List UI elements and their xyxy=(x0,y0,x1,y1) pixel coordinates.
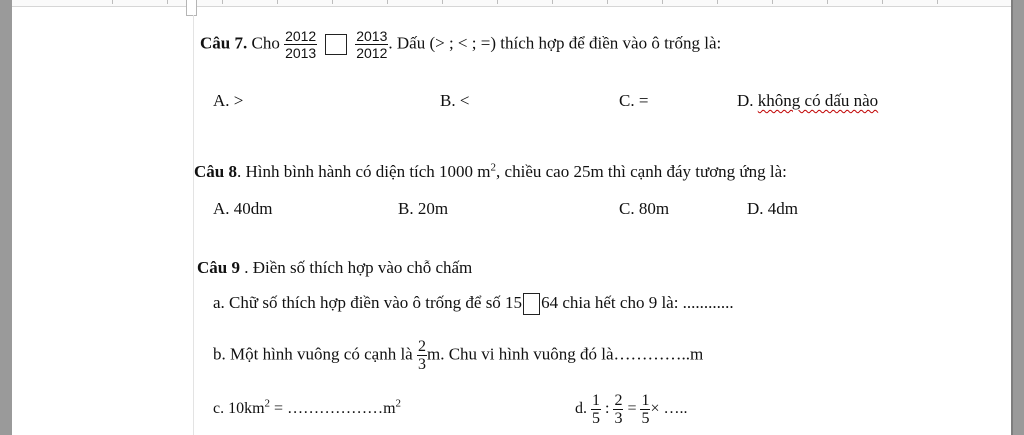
q9d-tail: × ….. xyxy=(650,400,688,418)
q9-title: . Điền số thích hợp vào chỗ chấm xyxy=(239,258,473,277)
q7-option-d xyxy=(737,91,878,111)
q9c-exp-2: 2 xyxy=(395,397,402,410)
q8-option-a: A. 40dm xyxy=(213,199,273,218)
q7-answer-box xyxy=(325,34,347,55)
q7-fraction-2 xyxy=(355,28,388,61)
q9d-f1-num: 1 xyxy=(592,392,600,409)
q9b-frac-num: 2 xyxy=(417,338,426,355)
q9-part-c xyxy=(213,399,401,419)
q7-fraction-1 xyxy=(284,28,317,61)
q9d-op-1: : xyxy=(601,400,614,418)
q9b-fraction xyxy=(417,338,427,373)
q8-option-d: D. 4dm xyxy=(747,199,798,218)
q9d-fraction-2 xyxy=(613,392,623,427)
right-scrollbar[interactable] xyxy=(1011,0,1024,435)
q8-text-before: . Hình bình hành có diện tích 1000 m xyxy=(236,162,491,181)
indent-marker-icon[interactable] xyxy=(186,0,197,16)
q9d-op-2: = xyxy=(623,400,641,418)
q9d-f3-den: 5 xyxy=(641,410,650,427)
q8-option-c: C. 80m xyxy=(619,199,670,218)
q9c-mid: = ………………m xyxy=(270,400,396,417)
q8-option-b: B. 20m xyxy=(398,199,449,218)
q7-frac2-den: 2012 xyxy=(356,45,388,61)
q9a-text-after: 64 chia hết cho 9 là: ............ xyxy=(541,293,734,312)
margin-guide xyxy=(193,15,194,435)
q9-part-d xyxy=(575,392,688,427)
q9d-prefix: d. xyxy=(575,400,591,418)
q7-option-b: B. < xyxy=(440,91,470,110)
q8-text-after: , chiều cao 25m thì cạnh đáy tương ứng là: xyxy=(496,162,787,181)
q7-frac2-num: 2013 xyxy=(356,28,388,44)
q9-label: Câu 9 xyxy=(197,258,240,277)
q9d-f3-num: 1 xyxy=(641,392,650,409)
q7-frac1-den: 2013 xyxy=(285,45,317,61)
q9b-frac-den: 3 xyxy=(417,356,426,373)
q9a-text-before: a. Chữ số thích hợp điền vào ô trống để số 15 xyxy=(213,293,523,312)
q7-option-a: A. > xyxy=(213,91,244,110)
left-sidebar xyxy=(0,0,12,435)
question-8 xyxy=(194,162,787,182)
q9d-f1-den: 5 xyxy=(592,410,600,427)
q7-label: Câu 7. xyxy=(200,33,248,53)
q7-option-d-prefix: D. xyxy=(737,91,758,110)
q9b-text-after: m. Chu vi hình vuông đó là…………..m xyxy=(426,344,704,364)
q7-option-d-text: không có dấu nào xyxy=(757,91,879,110)
q9d-f2-den: 3 xyxy=(614,410,623,427)
q9a-digit-box xyxy=(523,293,540,315)
question-9 xyxy=(197,258,472,278)
q9c-text: c. 10km xyxy=(213,400,265,417)
horizontal-ruler[interactable] xyxy=(12,0,1011,7)
q9c-exp-1: 2 xyxy=(264,397,271,410)
question-7 xyxy=(200,28,721,61)
q9d-fraction-3 xyxy=(640,392,650,427)
q9b-text-before: b. Một hình vuông có cạnh là xyxy=(213,344,417,364)
q7-option-c: C. = xyxy=(619,91,649,110)
q9d-f2-num: 2 xyxy=(614,392,623,409)
q7-intro: Cho xyxy=(247,33,285,53)
q7-text: . Dấu (> ; < ; =) thích hợp để điền vào ô trống là: xyxy=(388,33,722,53)
q9d-fraction-1 xyxy=(591,392,601,427)
q7-frac1-num: 2012 xyxy=(285,28,317,44)
q8-label: Câu 8 xyxy=(194,162,237,181)
q8-exponent: 2 xyxy=(490,161,497,174)
q9-part-a xyxy=(213,293,734,315)
q9-part-b xyxy=(213,338,703,373)
